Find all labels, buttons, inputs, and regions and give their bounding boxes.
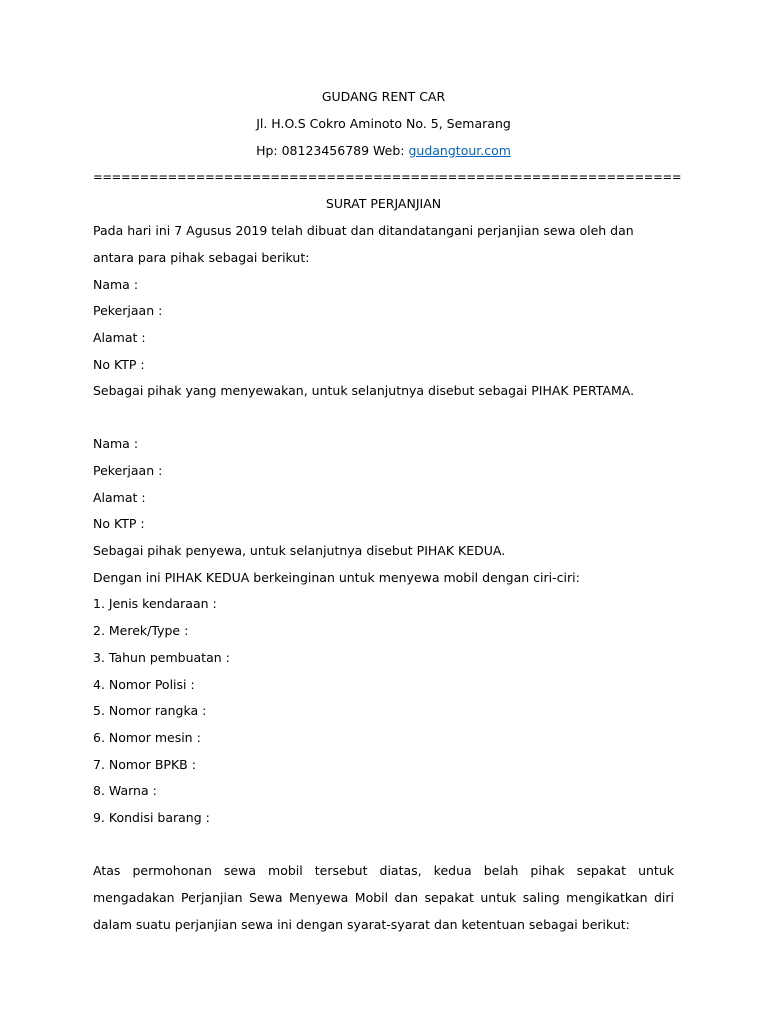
vehicle-intro: Dengan ini PIHAK KEDUA berkeinginan untuk menyewa mobil dengan ciri-ciri: <box>93 570 580 585</box>
website-link[interactable]: gudangtour.com <box>408 143 511 158</box>
party2-address: Alamat : <box>93 490 146 505</box>
party1-address: Alamat : <box>93 330 146 345</box>
company-address: Jl. H.O.S Cokro Aminoto No. 5, Semarang <box>256 116 511 131</box>
vehicle-item: 2. Merek/Type : <box>93 623 189 638</box>
party2-job: Pekerjaan : <box>93 463 163 478</box>
party2-role: Sebagai pihak penyewa, untuk selanjutnya disebut PIHAK KEDUA. <box>93 543 506 558</box>
company-name: GUDANG RENT CAR <box>321 89 446 104</box>
closing-line-1: Atas permohonan sewa mobil tersebut diatas, kedua belah pihak sepakat untuk <box>93 863 674 878</box>
document-title: SURAT PERJANJIAN <box>325 196 442 211</box>
vehicle-item: 1. Jenis kendaraan : <box>93 596 217 611</box>
vehicle-item: 3. Tahun pembuatan : <box>93 650 230 665</box>
party2-ktp: No KTP : <box>93 516 145 531</box>
vehicle-item: 5. Nomor rangka : <box>93 703 207 718</box>
party1-role: Sebagai pihak yang menyewakan, untuk selanjutnya disebut sebagai PIHAK PERTAMA. <box>93 383 635 398</box>
vehicle-item: 7. Nomor BPKB : <box>93 757 196 772</box>
closing-line-2: mengadakan Perjanjian Sewa Menyewa Mobil dan sepakat untuk saling mengikatkan diri <box>93 890 674 905</box>
vehicle-item: 6. Nomor mesin : <box>93 730 201 745</box>
header-divider: =============================================================== <box>93 170 682 184</box>
party1-name: Nama : <box>93 277 139 292</box>
contact-label: Hp: 08123456789 Web: <box>256 143 409 158</box>
intro-line-1: Pada hari ini 7 Agusus 2019 telah dibuat dan ditandatangani perjanjian sewa oleh dan <box>93 223 634 238</box>
intro-line-2: antara para pihak sebagai berikut: <box>93 250 310 265</box>
closing-line-3: dalam suatu perjanjian sewa ini dengan syarat-syarat dan ketentuan sebagai berikut: <box>93 917 630 932</box>
party2-name: Nama : <box>93 436 139 451</box>
company-contact <box>93 143 674 159</box>
party1-job: Pekerjaan : <box>93 303 163 318</box>
party1-ktp: No KTP : <box>93 357 145 372</box>
vehicle-item: 4. Nomor Polisi : <box>93 677 195 692</box>
vehicle-item: 8. Warna : <box>93 783 157 798</box>
vehicle-item: 9. Kondisi barang : <box>93 810 210 825</box>
